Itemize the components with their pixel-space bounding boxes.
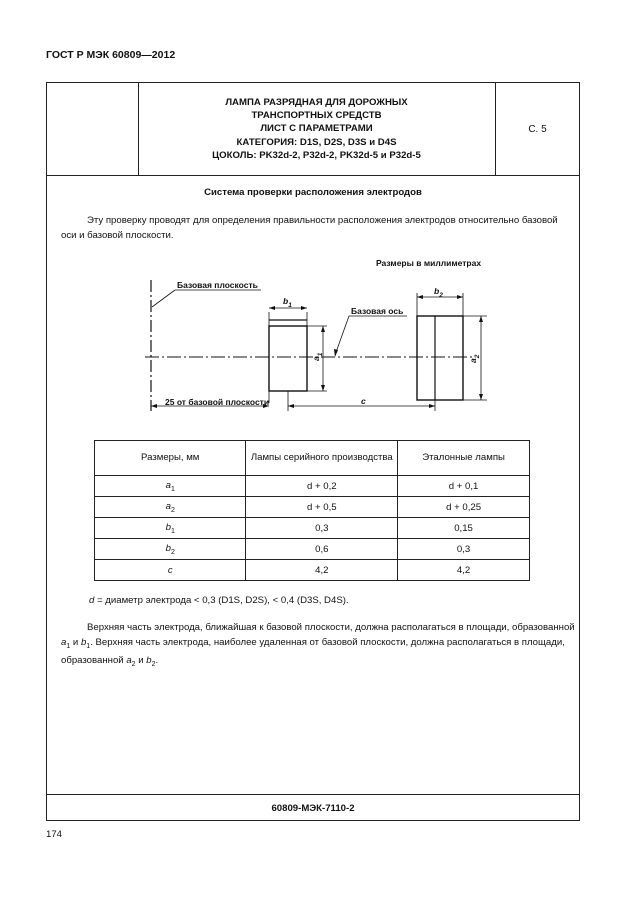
title-line-1: ЛАМПА РАЗРЯДНАЯ ДЛЯ ДОРОЖНЫХ [225, 96, 408, 108]
table-cell-reference: 0,15 [398, 518, 530, 539]
c-arrow-left [288, 404, 294, 408]
page-number: 174 [46, 829, 63, 840]
title-line-3: ЛИСТ С ПАРАМЕТРАМИ [260, 123, 373, 135]
table-cell-reference: d + 0,1 [398, 476, 530, 497]
parameters-table [94, 440, 530, 581]
table-cell-reference: 0,3 [398, 539, 530, 560]
table-row [95, 539, 530, 560]
distance-label: 25 от базовой плоскости [165, 397, 270, 407]
base-plane-leader [152, 290, 175, 307]
dimensions-note: Размеры в миллиметрах [376, 258, 482, 268]
a1-arrow-top [321, 326, 325, 332]
b2-arrow-left [417, 295, 423, 299]
base-plane-label: Базовая плоскость [177, 280, 258, 290]
distance-arrow-left [151, 404, 157, 408]
b1-arrow-right [301, 306, 307, 310]
a2-arrow-bottom [479, 394, 483, 400]
title-line-5: ЦОКОЛЬ: PK32d-2, P32d-2, PK32d-5 и P32d-5 [212, 149, 421, 161]
placement-paragraph: Верхняя часть электрода, ближайшая к базовой плоскости, должна располагаться в площади, образованной $a_1$ и $b_1$. Верхняя часть электрода, наиболее удаленная от базовой плоскости, должна располагаться в площади, образованной $a_2$ и $b_2$. [61, 622, 575, 668]
parameter-sheet [46, 82, 580, 821]
table-row [95, 497, 530, 518]
table-row [95, 518, 530, 539]
base-axis-leader [335, 316, 349, 355]
table-cell-serial: d + 0,5 [246, 497, 398, 518]
table-header-reference: Эталонные лампы [398, 441, 530, 476]
document-header: ГОСТ Р МЭК 60809—2012 [46, 49, 176, 61]
table-cell-reference: 4,2 [398, 560, 530, 581]
b2-arrow-right [457, 295, 463, 299]
table-row [95, 476, 530, 497]
section-heading: Система проверки расположения электродов [204, 187, 422, 198]
table-cell-serial: 0,6 [246, 539, 398, 560]
table-header-serial: Лампы серийного производства [246, 441, 398, 476]
a1-arrow-bottom [321, 385, 325, 391]
table-cell-dimension: $a_2$ [95, 497, 246, 518]
table-cell-dimension: $b_1$ [95, 518, 246, 539]
electrode-diameter-note [89, 595, 349, 606]
a1-label: $a_1$ [311, 352, 324, 361]
table-row [95, 560, 530, 581]
b1-arrow-left [269, 306, 275, 310]
table-cell-serial: 4,2 [246, 560, 398, 581]
sheet-code: 60809-МЭК-7110-2 [47, 794, 579, 821]
base-axis-arrow [334, 349, 338, 357]
table-cell-serial: 0,3 [246, 518, 398, 539]
table-cell-dimension: c [95, 560, 246, 581]
electrode-area-2 [417, 316, 463, 400]
sheet-page-number: С. 5 [528, 123, 547, 135]
table-cell-dimension: $a_1$ [95, 476, 246, 497]
note-variable: d [89, 595, 95, 606]
table-cell-serial: d + 0,2 [246, 476, 398, 497]
table-header-dimensions: Размеры, мм [95, 441, 246, 476]
a2-label: $a_2$ [468, 354, 481, 363]
table-header-row [95, 441, 530, 476]
title-line-4: КАТЕГОРИЯ: D1S, D2S, D3S и D4S [236, 136, 397, 148]
electrode-position-diagram [47, 83, 579, 423]
base-axis-label: Базовая ось [351, 306, 404, 316]
b2-label: $b_2$ [434, 286, 443, 299]
electrode-area-1 [269, 326, 307, 391]
b1-label: $b_1$ [283, 296, 292, 309]
title-line-2: ТРАНСПОРТНЫХ СРЕДСТВ [251, 110, 382, 122]
table-cell-reference: d + 0,25 [398, 497, 530, 518]
a2-arrow-top [479, 316, 483, 322]
c-label: c [361, 396, 366, 406]
intro-paragraph: Эту проверку проводят для определения правильности расположения электродов относительно базовой оси и базовой плоскости. [61, 215, 558, 241]
c-arrow-right [429, 404, 435, 408]
table-cell-dimension: $b_2$ [95, 539, 246, 560]
note-text: = диаметр электрода < 0,3 (D1S, D2S), < 0,4 (D3S, D4S). [94, 595, 349, 606]
